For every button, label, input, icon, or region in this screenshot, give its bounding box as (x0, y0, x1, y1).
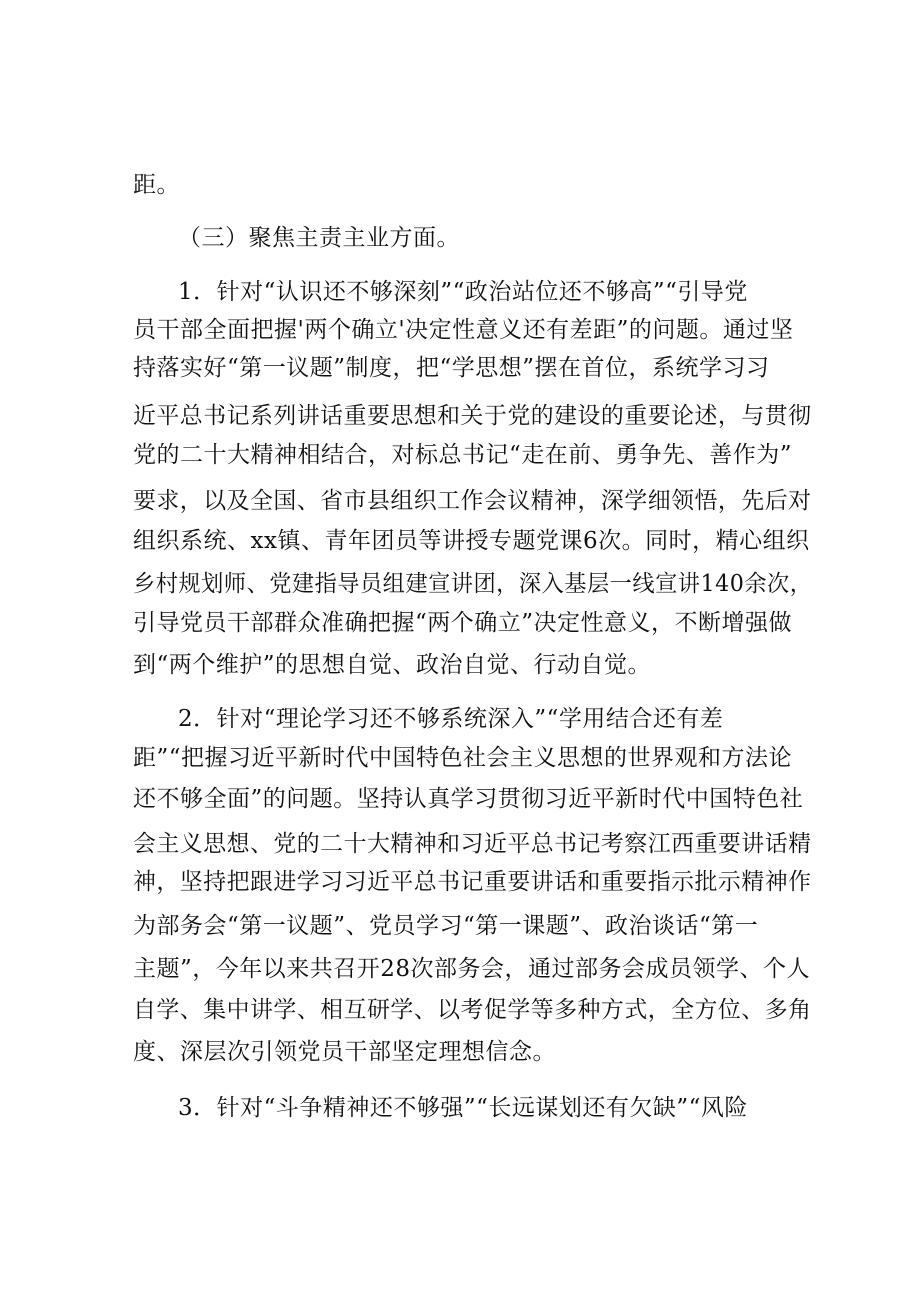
text-line: 党的二十大精神相结合，对标总书记“走在前、勇争先、善作为” (133, 442, 793, 468)
text-line: 乡村规划师、党建指导员组建宣讲团，深入基层一线宣讲140余次， (133, 571, 813, 597)
text-line: 还不够全面”的问题。坚持认真学习贯彻习近平新时代中国特色社 (133, 786, 804, 812)
text-line: 神，坚持把跟进学习习近平总书记重要讲话和重要指示批示精神作 (133, 869, 812, 895)
text-line: 员干部全面把握'两个确立'决定性意义还有差距”的问题。通过坚 (133, 317, 794, 343)
text-line: 1．针对“认识还不够深刻”“政治站位还不够高”“引导党 (178, 279, 748, 305)
text-line: 组织系统、xx镇、青年团员等讲授专题党课6次。同时，精心组织 (133, 528, 810, 554)
text-line: 主题”，今年以来共召开28次部务会，通过部务会成员领学、个人 (133, 956, 811, 982)
text-line: 距。 (133, 172, 180, 198)
text-line: 近平总书记系列讲话重要思想和关于党的建设的重要论述，与贯彻 (133, 403, 812, 429)
text-line: 持落实好“第一议题”制度，把“学思想”摆在首位，系统学习习 (133, 355, 770, 381)
text-line: 距”“把握习近平新时代中国特色社会主义思想的世界观和方法论 (133, 745, 793, 771)
text-line: 3．针对“斗争精神还不够强”“长远谋划还有欠缺”“风险 (178, 1095, 748, 1121)
text-line: 为部务会“第一议题”、党员学习“第一课题”、政治谈话“第一 (133, 913, 759, 939)
text-line: 自学、集中讲学、相互研学、以考促学等多种方式，全方位、多角 (133, 997, 812, 1023)
text-line: 引导党员干部群众准确把握“两个确立”决定性意义，不断增强做 (133, 610, 793, 636)
text-line: 要求，以及全国、省市县组织工作会议精神，深学细领悟，先后对 (133, 488, 812, 514)
text-line: 2．针对“理论学习还不够系统深入”“学用结合还有差 (178, 706, 724, 732)
text-line: 度、深层次引领党员干部坚定理想信念。 (133, 1039, 556, 1065)
text-line: 到“两个维护”的思想自觉、政治自觉、行动自觉。 (133, 652, 652, 678)
section-heading: （三）聚焦主责主业方面。 (178, 225, 460, 251)
text-line: 会主义思想、党的二十大精神和习近平总书记考察江西重要讲话精 (133, 831, 812, 857)
